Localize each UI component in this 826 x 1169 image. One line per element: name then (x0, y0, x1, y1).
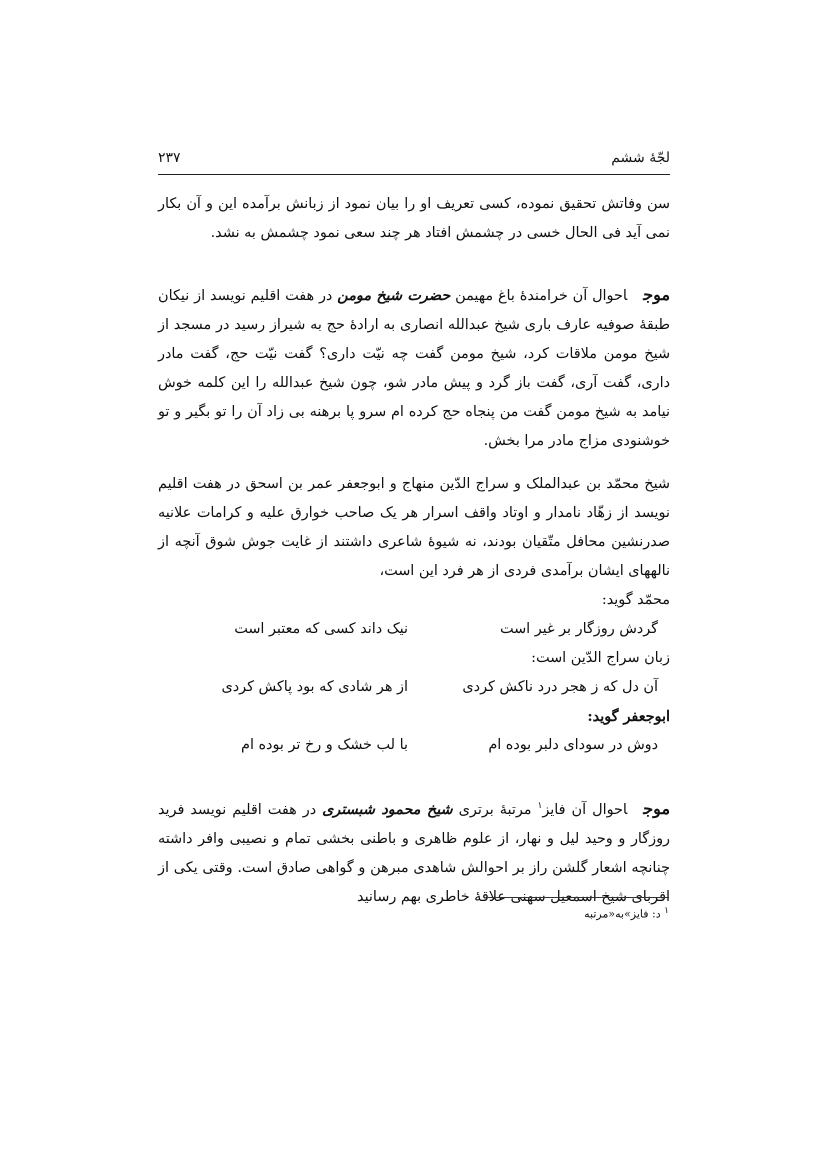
section-label: موج (643, 798, 671, 818)
intro-paragraph: سن وفاتش تحقیق نموده، کسی تعریف او را بیان نمود از زبانش برآمده این و آن بکار نمی آید فی الحال خسی در چشمش افتاد هر چند سعی نمود چشمش به نشد. (158, 196, 670, 241)
footnote-reference[interactable]: ۱ (537, 801, 543, 811)
verse-intro: زبان سراج الدّین است: (531, 650, 670, 666)
hemistich-first: گردش روزگار بر غیر است (499, 621, 658, 637)
section-text: در هفت اقلیم نویسد از نیکان طبقهٔ صوفیه عارف باری شیخ عبدالله انصاری به ارادهٔ حج به شیراز رسید در مسجد از شیخ مومن ملاقات کرد، شیخ مومن گفت چه نیّت داری؟ گفت نیّت حج، گفت مادر داری، گفت آری، گفت باز گرد و پیش مادر شو، چون شیخ عبدالله را این کلمه خوش نیامد به شیخ مومن گفت من پنجاه حج کرده ام سرو پا برهنه بی زاد آن را تو بگیر و تو خوشنودی مزاج مادر مرا بخش. (158, 288, 670, 449)
verse-couplet (158, 731, 670, 760)
footnote-text: د: فایز»به«مرتبه (584, 907, 661, 921)
verse-couplet (158, 615, 670, 644)
person-name: شیخ محمود شبستری (322, 800, 453, 818)
section-three-sheikhs: شیخ محمّد بن عبدالملک و سراج الدّین منهاج و ابوجعفر عمر بن اسحق در هفت اقلیم نویسد از زهّاد نامدار و اوتاد واقف اسرار هر یک صاحب خوارق علیه و کرامات علانیه صدرنشین محافل متّقیان بودند، نه شیوهٔ شاعری داشتند از غایت جوش شوق آنچه از نالههای ایشان برآمدی فردی از هر فرد این است، (158, 476, 670, 579)
footnote-rule (487, 897, 669, 898)
section-sheikh-momen (158, 280, 670, 456)
section-text: در هفت اقلیم نویسد فرید روزگار و وحید لیل و نهار، از علوم ظاهری و باطنی بخشی تمام و نصیبی وافر داشته چنانچه اشعار گلشن راز بر احوالش شاهدی مبرهن و گواهی صادق است. وقتی یکی از اقربای شیخ اسمعیل سهنی علاقهٔ خاطری بهم رسانید (158, 801, 670, 905)
footnote (584, 906, 669, 921)
verse-intro: محمّد گوید: (601, 592, 670, 608)
section-label: موج (643, 285, 671, 304)
hemistich-second: از هر شادی که بود پاکش کردی (221, 679, 408, 695)
verse-couplet (158, 673, 670, 702)
section-lead: احوال آن خرامندهٔ باغ مهیمن (455, 288, 628, 304)
footnote-mark: ۱ (664, 906, 669, 916)
hemistich-first: دوش در سودای دلبر بوده ام (488, 737, 658, 753)
person-name: حضرت شیخ مومن (337, 287, 451, 304)
page (158, 148, 670, 912)
chapter-title: لجّهٔ ششم (611, 150, 670, 166)
section-lead: احوال آن فایز (542, 801, 628, 818)
header-rule (158, 174, 670, 175)
hemistich-second: با لب خشک و رخ تر بوده ام (241, 737, 408, 753)
page-number: ۲۳۷ (158, 150, 181, 166)
hemistich-first: آن دل که ز هجر درد ناکش کردی (462, 679, 658, 695)
verse-intro: ابوجعفر گوید: (587, 708, 670, 725)
hemistich-second: نیک داند کسی که معتبر است (234, 621, 408, 637)
section-shabestari (158, 792, 670, 912)
section-text: مرتبهٔ برتری (458, 801, 532, 818)
running-header (158, 148, 670, 174)
